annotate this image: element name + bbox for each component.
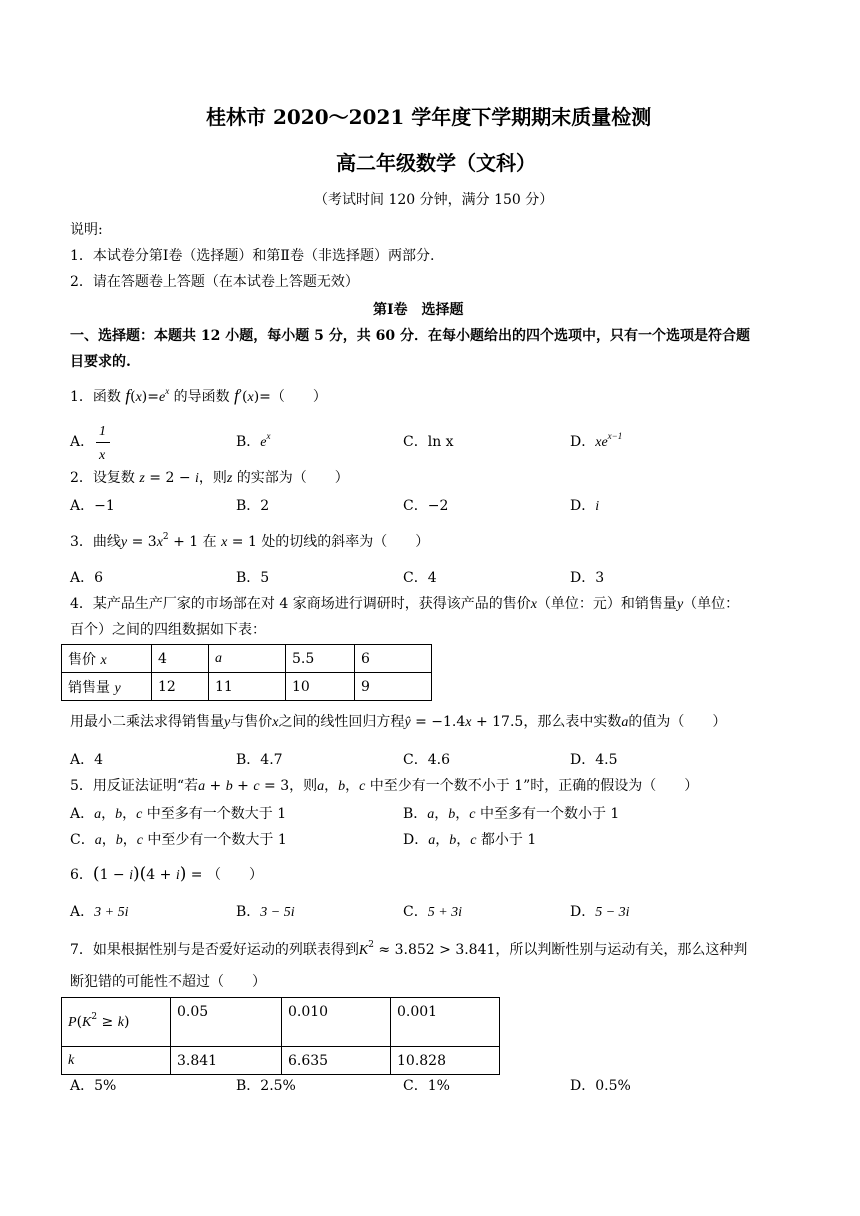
option-d: D．4.5 [570, 752, 618, 768]
note-item: 2．请在答题卷上答题（在本试卷上答题无效） [70, 274, 359, 290]
price-sales-table [61, 644, 432, 701]
question-2: 2．设复数 z = 2 − i，则z 的实部为（ ） [70, 470, 349, 486]
page-title: 桂林市 2020～2021 学年度下学期期末质量检测 [206, 105, 652, 129]
option-a: A．6 [70, 570, 104, 586]
table-row [62, 1047, 500, 1075]
question-4-line2: 百个）之间的四组数据如下表： [70, 622, 266, 638]
table-cell: a [209, 645, 286, 673]
table-row [62, 673, 432, 701]
table-cell: 0.05 [171, 998, 282, 1047]
regression-line: 用最小二乘法求得销售量y与售价x之间的线性回归方程ŷ = −1.4x + 17.5，那么表中实数a的值为（ ） [70, 714, 727, 730]
option-b: B．$e^x$ [236, 431, 271, 450]
option-c: C．4 [403, 570, 437, 586]
question-5: 5．用反证法证明“若a + b + c = 3，则a，b，c 中至少有一个数不小于 1”时，正确的假设为（ ） [70, 778, 699, 794]
table-cell: 10 [286, 673, 355, 701]
note-item: 1．本试卷分第Ⅰ卷（选择题）和第Ⅱ卷（非选择题）两部分. [70, 248, 435, 264]
option-d: D．i [570, 498, 600, 514]
option-d: D．0.5% [570, 1078, 631, 1094]
option-b: B．a，b，c 中至多有一个数小于 1 [403, 806, 620, 822]
table-cell: k [62, 1047, 171, 1075]
section-instruction: 目要求的. [70, 354, 131, 370]
option-b: B．2 [236, 498, 270, 514]
table-cell: 11 [209, 673, 286, 701]
option-b: B．5 [236, 570, 270, 586]
fraction-numerator: 1 [99, 424, 106, 439]
option-a: A． [70, 434, 95, 450]
fraction-denominator: x [99, 448, 106, 463]
fraction-bar [96, 442, 110, 443]
option-c: C．ln x [403, 434, 454, 450]
option-b: B．4.7 [236, 752, 283, 768]
page-subtitle: 高二年级数学（文科） [336, 151, 536, 175]
chi-square-table [61, 997, 500, 1075]
option-d: D．$xe^{x-1}$ [570, 431, 623, 450]
option-a: A．5% [70, 1078, 117, 1094]
table-cell: 5.5 [286, 645, 355, 673]
option-c: C．5 + 3i [403, 904, 463, 920]
question-7-line2: 断犯错的可能性不超过（ ） [70, 974, 266, 990]
option-a: A．3 + 5i [70, 904, 129, 920]
section-heading: 第Ⅰ卷 选择题 [373, 302, 464, 318]
option-b: B．3 − 5i [236, 904, 295, 920]
table-cell: 6 [355, 645, 432, 673]
table-row [62, 998, 500, 1047]
option-a: A．a，b，c 中至多有一个数大于 1 [70, 806, 287, 822]
option-c: C．−2 [403, 498, 449, 514]
table-cell: 0.010 [282, 998, 391, 1047]
option-d: D．3 [570, 570, 605, 586]
section-instruction: 一、选择题：本题共 12 小题，每小题 5 分，共 60 分．在每小题给出的四个选项中，只有一个选项是符合题 [70, 328, 750, 344]
option-a: A．4 [70, 752, 104, 768]
table-cell: 6.635 [282, 1047, 391, 1075]
option-c: C．4.6 [403, 752, 450, 768]
table-cell: 售价 x [62, 645, 152, 673]
question-4: 4．某产品生产厂家的市场部在对 4 家商场进行调研时，获得该产品的售价x（单位：元）和销售量y（单位： [70, 596, 740, 612]
option-d: D．a，b，c 都小于 1 [403, 832, 537, 848]
table-cell: 9 [355, 673, 432, 701]
notes-heading: 说明: [70, 222, 103, 238]
option-b: B．2.5% [236, 1078, 296, 1094]
question-7: 7．如果根据性别与是否爱好运动的列联表得到$K^2 \approx 3.852 > 3.841$，所以判断性别与运动有关，那么这种判 [70, 940, 748, 958]
question-3: 3．曲线$y = 3x^2 + 1$ 在 x = 1 处的切线的斜率为（ ） [70, 532, 430, 550]
table-cell: 0.001 [391, 998, 500, 1047]
table-cell: 销售量 y [62, 673, 152, 701]
question-6: 6．(1 − i)(4 + i) = （ ） [70, 864, 263, 884]
table-cell: 3.841 [171, 1047, 282, 1075]
exam-info: （考试时间 120 分钟，满分 150 分） [314, 192, 554, 208]
option-d: D．5 − 3i [570, 904, 630, 920]
option-c: C．a，b，c 中至少有一个数大于 1 [70, 832, 287, 848]
table-cell: 4 [152, 645, 209, 673]
table-cell: $P(K^2 \ge k)$ [62, 998, 171, 1047]
question-1: 1．函数 $f(x)=e^x$ 的导函数 f′(x)=（ ） [70, 386, 327, 405]
option-c: C．1% [403, 1078, 450, 1094]
table-row [62, 645, 432, 673]
option-a: A．−1 [70, 498, 115, 514]
table-cell: 12 [152, 673, 209, 701]
table-cell: 10.828 [391, 1047, 500, 1075]
